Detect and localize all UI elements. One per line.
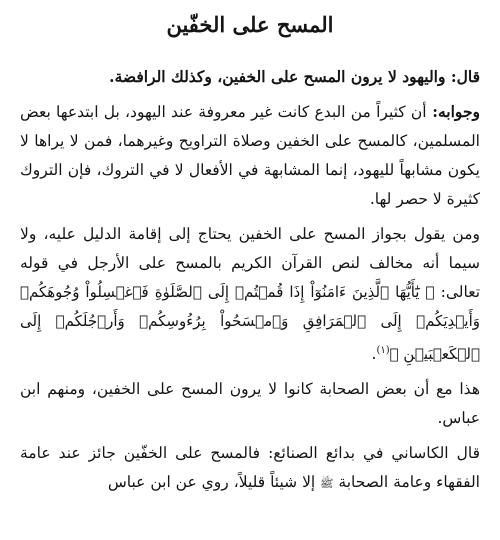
paragraph-evidence [20,220,480,369]
quran-verse: ﴿ يَٰٓأَيُّهَا ٱلَّذِينَ ءَامَنُوٓاْ إِذَا قُمۡتُمۡ إِلَى ٱلصَّلَوٰةِ فَٱغۡسِلُواْ وُجُوهَكُمۡ وَأَيۡدِيَكُمۡ إِلَى ٱلۡمَرَافِقِ وَٱمۡسَحُواْ بِرُءُوسِكُمۡ وَأَرۡجُلَكُمۡ إِلَى ٱلۡكَعۡبَيۡنِ ﴾ [20,283,480,364]
answer-text: أن كثيراً من البدع كانت غير معروفة عند اليهود، بل ابتدعها بعض المسلمين، كالمسح على الخفين وصلاة التراويح وغيرهما، فمن لا يراها لا يكون مشابهاً لليهود، إنما المشابهة في الأفعال لا في التروك، فإن التروك كثيرة لا حصر لها. [20,103,480,208]
footnote-marker: (١) [376,345,390,356]
companions-text: هذا مع أن بعض الصحابة كانوا لا يرون المسح على الخفين، ومنهم ابن عباس. [20,380,480,428]
paragraph-kasani [20,439,480,498]
kasani-text-a: قال الكاساني في بدائع الصنائع: فالمسح على الخفّين جائز عند عامة الفقهاء وعامة الصحابة [20,444,480,492]
claim-lead: قال: [445,67,480,86]
paragraph-claim [20,62,480,91]
paragraph-companions [20,375,480,433]
claim-text: واليهود لا يرون المسح على الخفين، وكذلك الرافضة. [109,67,446,86]
paragraph-answer [20,97,480,214]
page-title: المسح على الخفّين [166,12,334,37]
evidence-text: ومن يقول بجواز المسح على الخفين يحتاج إلى إقامة الدليل عليه، ولا سيما أنه مخالف لنص القرآن الكريم بالمسح على الأرجل في قوله تعالى: [20,225,481,301]
honorific-symbol: ﷺ [320,477,334,491]
kasani-text-b: إلا شيئاً قليلاً، روي عن ابن عباس [107,473,321,492]
evidence-end: . [371,345,377,364]
answer-lead: وجوابه: [426,102,481,121]
